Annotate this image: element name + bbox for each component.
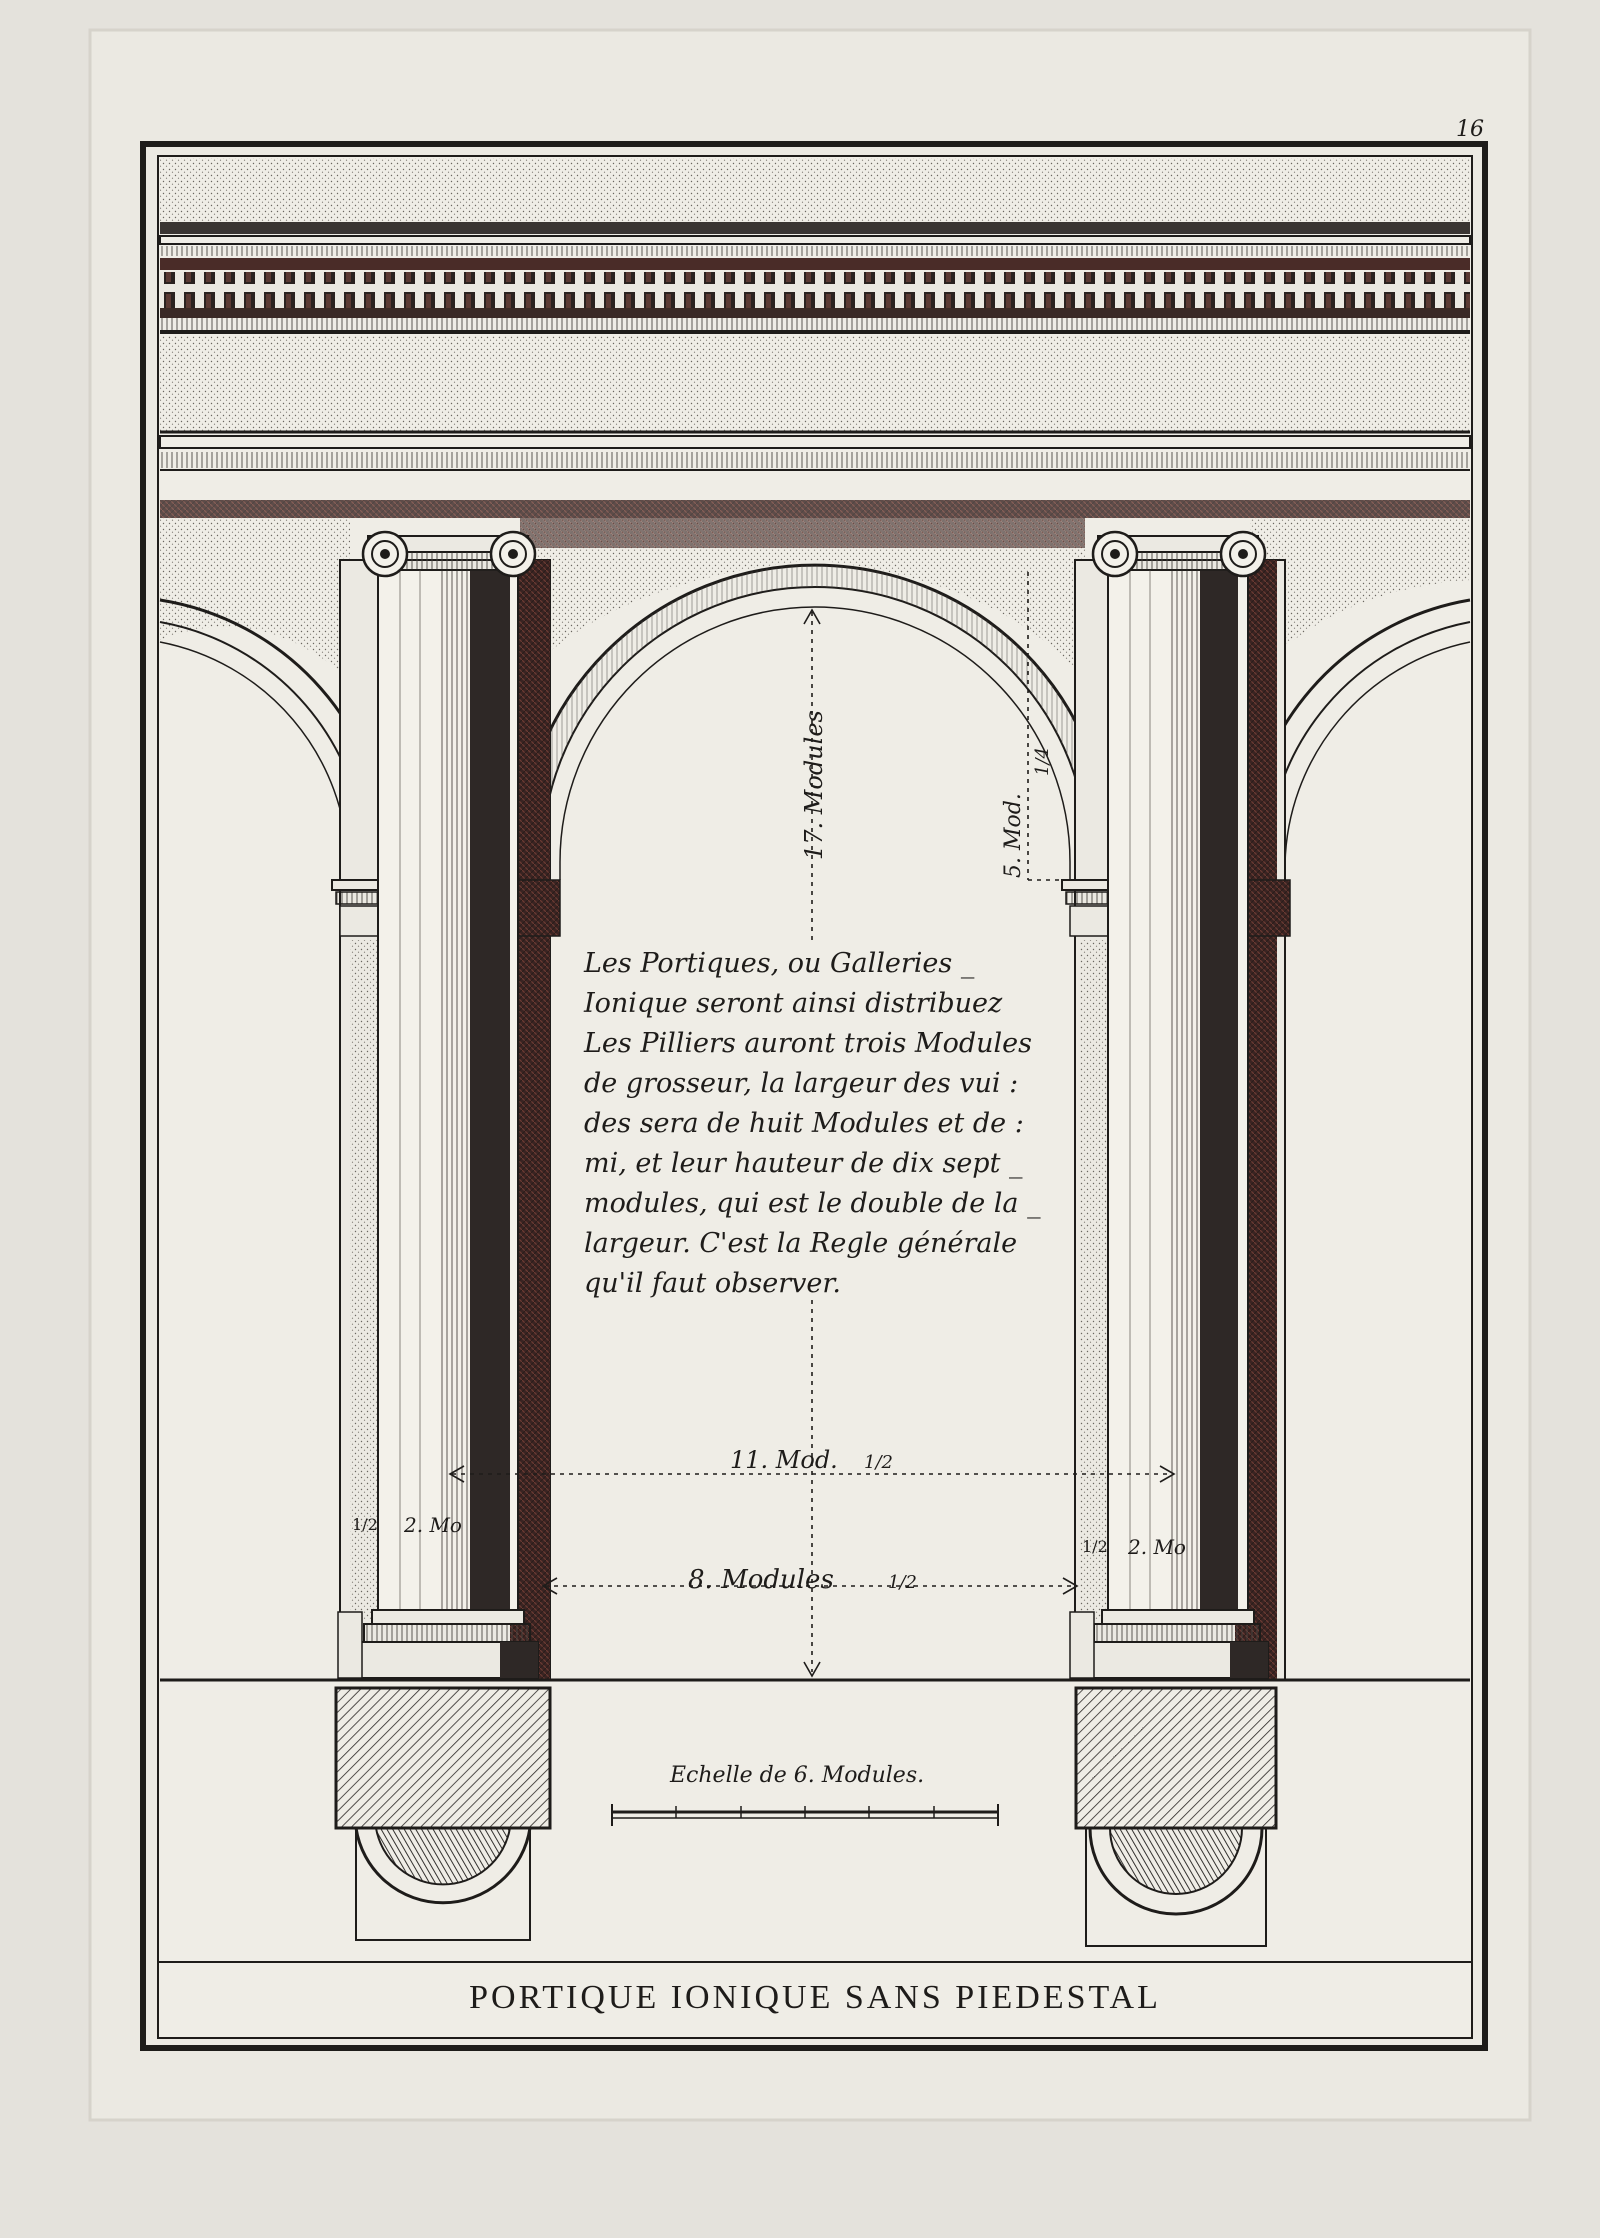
opening-dimension-label: 8. Modules — [688, 1565, 834, 1595]
pier-left-label: 2. Mo — [404, 1513, 462, 1537]
pier-right — [1062, 532, 1290, 1680]
description-text — [583, 948, 1041, 1299]
arch-rise-fraction: 1/4 — [1032, 747, 1053, 776]
pier-right-label: 2. Mo — [1128, 1535, 1186, 1559]
description-line: Ionique seront ainsi distribuez — [584, 988, 1003, 1019]
opening-dimension-fraction: 1/2 — [888, 1572, 917, 1593]
scale-label: Echelle de 6. Modules. — [670, 1763, 925, 1788]
description-line: Les Portiques, ou Galleries _ — [584, 948, 975, 979]
entablature — [160, 158, 1470, 518]
pier-left — [332, 532, 560, 1680]
height-dimension-label: 17. Modules — [800, 710, 828, 860]
description-line: de grosseur, la largeur des vui : — [584, 1068, 1019, 1099]
description-line: modules, qui est le double de la _ — [584, 1188, 1041, 1219]
description-line: largeur. C'est la Regle générale — [584, 1228, 1018, 1259]
pier-left-fraction: 1/2 — [352, 1515, 378, 1534]
description-line: qu'il faut observer. — [584, 1268, 841, 1299]
plate-title: PORTIQUE IONIQUE SANS PIEDESTAL — [469, 1979, 1161, 2016]
span-dimension-fraction: 1/2 — [864, 1452, 893, 1473]
plate-number: 16 — [1456, 117, 1484, 142]
pier-right-fraction: 1/2 — [1082, 1537, 1108, 1556]
description-line: des sera de huit Modules et de : — [584, 1108, 1024, 1139]
span-dimension-label: 11. Mod. — [730, 1446, 838, 1474]
arch-rise-label: 5. Mod. — [1001, 793, 1026, 878]
description-line: Les Pilliers auront trois Modules — [584, 1028, 1032, 1059]
description-line: mi, et leur hauteur de dix sept _ — [584, 1148, 1023, 1179]
